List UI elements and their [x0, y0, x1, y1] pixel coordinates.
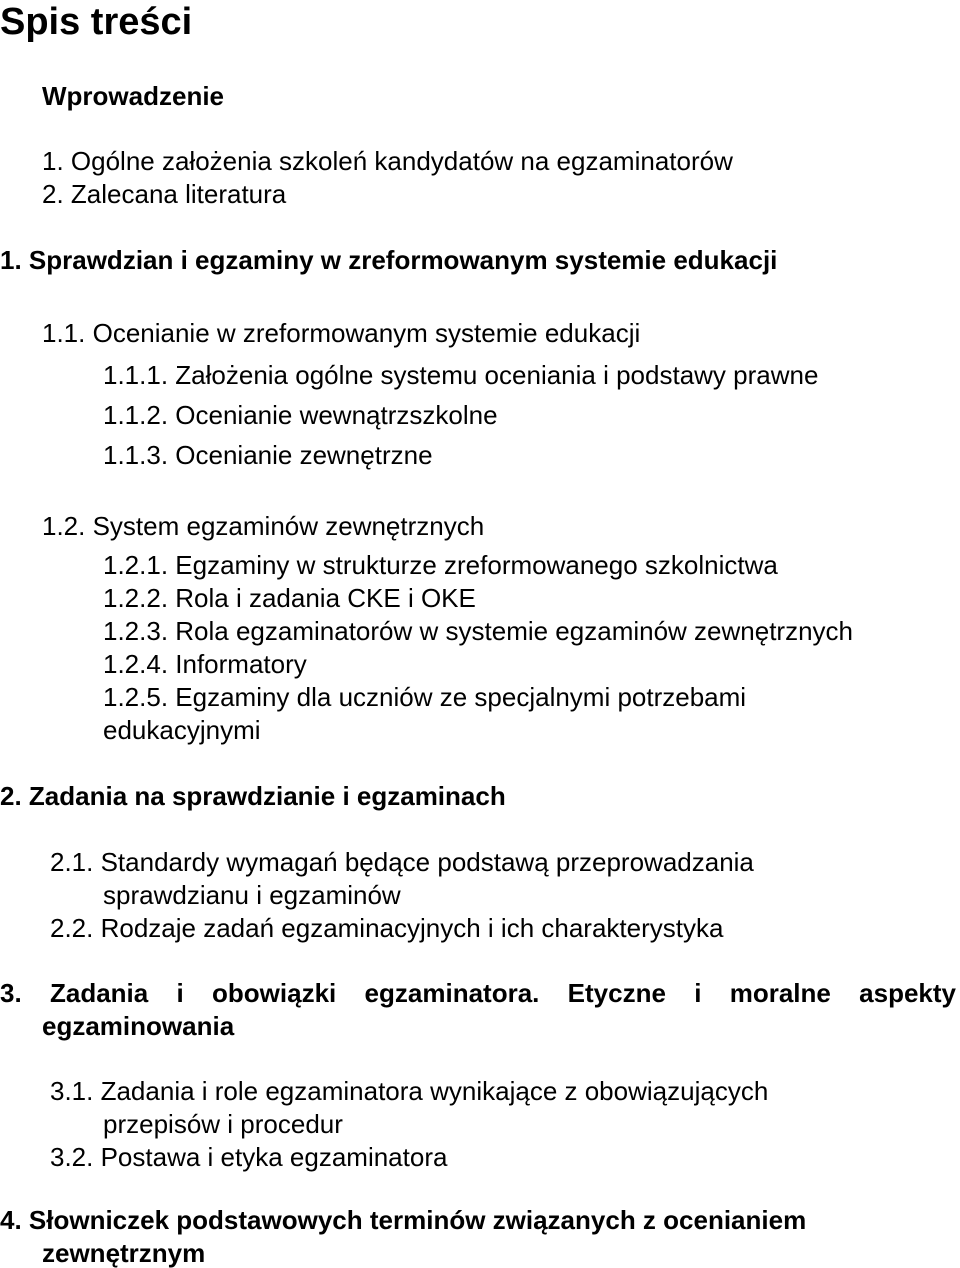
page-title: Spis treści [0, 1, 193, 43]
section-1-heading: 1. Sprawdzian i egzaminy w zreformowanym systemie edukacji [0, 245, 778, 275]
toc-item-1-2-1: 1.2.1. Egzaminy w strukturze zreformowanego szkolnictwa [103, 550, 778, 580]
subsection-1-1-heading: 1.1. Ocenianie w zreformowanym systemie edukacji [42, 318, 641, 348]
section-3-heading: 3. Zadania i obowiązki egzaminatora. Etyczne i moralne aspekty [0, 978, 956, 1008]
toc-item-1-2-2: 1.2.2. Rola i zadania CKE i OKE [103, 583, 476, 613]
toc-item-1-1-1: 1.1.1. Założenia ogólne systemu oceniania i podstawy prawne [103, 360, 819, 390]
toc-item-2-2: 2.2. Rodzaje zadań egzaminacyjnych i ich charakterystyka [50, 913, 724, 943]
toc-item-1-2-4: 1.2.4. Informatory [103, 649, 307, 679]
toc-item-3-2: 3.2. Postawa i etyka egzaminatora [50, 1142, 448, 1172]
section-4-heading: 4. Słowniczek podstawowych terminów związanych z ocenianiem [0, 1205, 807, 1235]
toc-item-1-2-5: 1.2.5. Egzaminy dla uczniów ze specjalnymi potrzebami [103, 682, 747, 712]
toc-item-1-1-2: 1.1.2. Ocenianie wewnątrzszkolne [103, 400, 498, 430]
toc-item-1-2-5-continuation: edukacyjnymi [103, 715, 261, 745]
toc-item-2-1: 2.1. Standardy wymagań będące podstawą przeprowadzania [50, 847, 754, 877]
subsection-1-2-heading: 1.2. System egzaminów zewnętrznych [42, 511, 485, 541]
section-2-heading: 2. Zadania na sprawdzianie i egzaminach [0, 781, 506, 811]
toc-item-1-1-3: 1.1.3. Ocenianie zewnętrzne [103, 440, 433, 470]
intro-heading: Wprowadzenie [42, 81, 225, 111]
section-3-heading-continuation: egzaminowania [42, 1011, 235, 1041]
intro-item: 1. Ogólne założenia szkoleń kandydatów na egzaminatorów [42, 146, 733, 176]
section-4-heading-continuation: zewnętrznym [42, 1238, 206, 1268]
toc-item-3-1-continuation: przepisów i procedur [103, 1109, 343, 1139]
toc-item-1-2-3: 1.2.3. Rola egzaminatorów w systemie egzaminów zewnętrznych [103, 616, 854, 646]
intro-item: 2. Zalecana literatura [42, 179, 287, 209]
toc-item-2-1-continuation: sprawdzianu i egzaminów [103, 880, 401, 910]
toc-item-3-1: 3.1. Zadania i role egzaminatora wynikające z obowiązujących [50, 1076, 769, 1106]
